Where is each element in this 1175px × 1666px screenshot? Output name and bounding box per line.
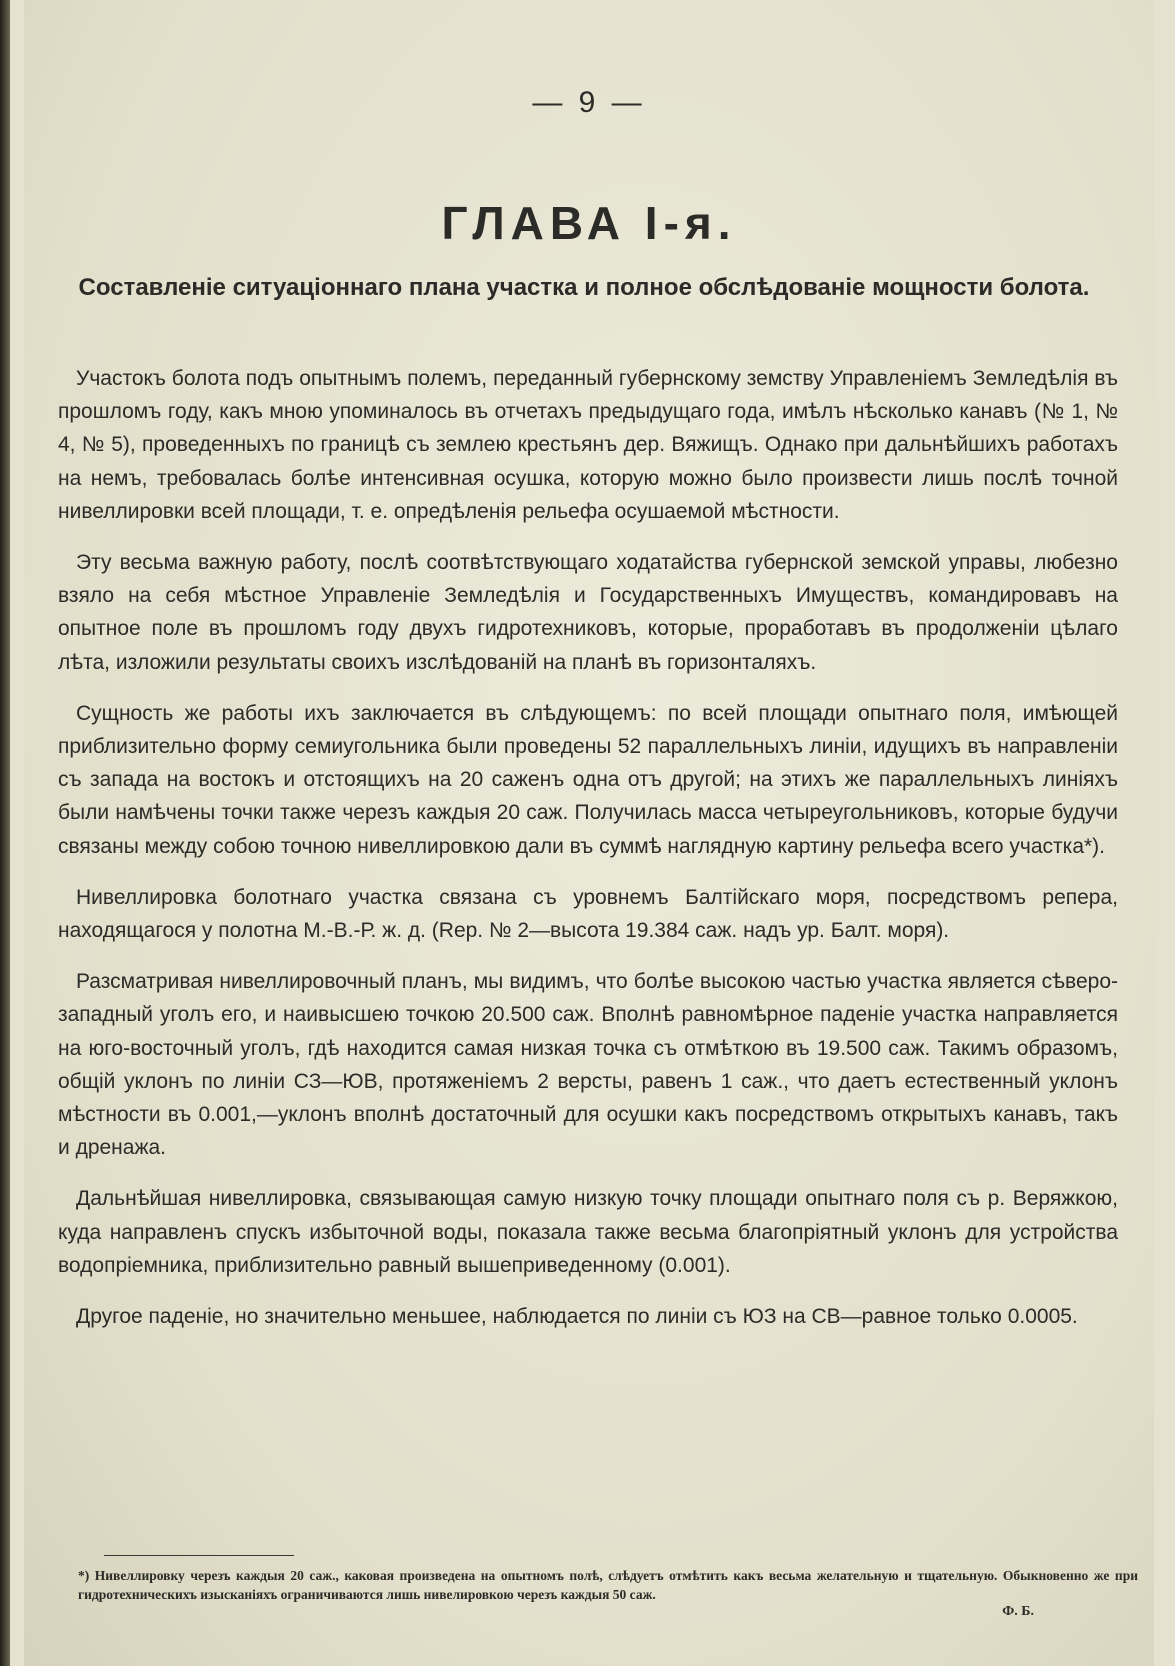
chapter-title: ГЛАВА I-я. — [441, 197, 737, 249]
paragraph-5: Разсматривая нивеллировочный планъ, мы видимъ, что болѣе высокою частью участка является сѣверо-западный уголъ его, и наивысшею точкою 20.500 саж. Вполнѣ равномѣрное паденiе участка направляется на юго-восточный уголъ, гдѣ находится самая низкая точка съ отмѣткою въ 19.500 саж. Такимъ образомъ, общiй уклонъ по линiи СЗ—ЮВ, протяженiемъ 2 версты, равенъ 1 саж., что даетъ естественный уклонъ мѣстности въ 0.001,—уклонъ вполнѣ достаточный для осушки какъ посредствомъ открытыхъ канавъ, такъ и дренажа. — [58, 970, 1118, 1160]
body-text — [58, 362, 1118, 1351]
document-page — [24, 0, 1154, 1666]
paragraph-6: Дальнѣйшая нивеллировка, связывающая самую низкую точку площади опытнаго поля съ р. Веряжкою, куда направленъ спускъ избыточной воды, показала также весьма благопрiятный уклонъ для устройства водопрiемника, приблизительно равный вышеприведенному (0.001). — [58, 1187, 1118, 1277]
paragraph-1: Участокъ болота подъ опытнымъ полемъ, переданный губернскому земству Управленiемъ Земледѣлiя въ прошломъ году, какъ мною упоминалось въ отчетахъ предыдущаго года, имѣлъ нѣсколько канавъ (№ 1, № 4, № 5), проведенныхъ по границѣ съ землею крестьянъ дер. Вяжищъ. Однако при дальнѣйшихъ работахъ на немъ, требовалась болѣе интенсивная осушка, которую можно было произвести лишь послѣ точной нивеллировки всей площади, т. е. опредѣленiя рельефа осушаемой мѣстности. — [58, 367, 1118, 523]
section-heading: Составленiе ситуацiоннаго плана участка и полное обслѣдованiе мощности болота. — [78, 274, 1090, 301]
paragraph-2: Эту весьма важную работу, послѣ соотвѣтствующаго ходатайства губернской земской управы, любезно взяло на себя мѣстное Управленiе Земледѣлiя и Государственныхъ Имуществъ, командировавъ на опытное поле въ прошломъ году двухъ гидротехниковъ, которые, проработавъ въ продолженiи цѣлаго лѣта, изложили результаты своихъ изслѣдованiй на планѣ въ горизонталяхъ. — [58, 551, 1118, 674]
scan-binding-edge — [0, 0, 10, 1666]
footnote-signature: Ф. Б. — [1002, 1604, 1034, 1619]
footnote: *) Нивеллировку черезъ каждыя 20 саж., каковая произведена на опытномъ полѣ, слѣдуетъ отмѣтить какъ весьма желательную и тщательную. Обыкновенно же при гидротехническихъ изысканiяхъ ограничиваются лишь нивелировкою черезъ каждыя 50 саж. — [78, 1568, 1138, 1602]
paragraph-4: Нивеллировка болотнаго участка связана съ уровнемъ Балтiйскаго моря, посредствомъ репера, находящагося у полотна М.-В.-Р. ж. д. (Rep. № 2—высота 19.384 саж. надъ ур. Балт. моря). — [58, 885, 1118, 943]
paragraph-7: Другое паденiе, но значительно меньшее, наблюдается по линiи съ ЮЗ на СВ—равное только 0.0005. — [76, 1305, 1078, 1329]
page-number: — 9 — — [532, 86, 646, 119]
paragraph-3: Сущность же работы ихъ заключается въ слѣдующемъ: по всей площади опытнаго поля, имѣющей приблизительно форму семиугольника были проведены 52 параллельныхъ линiи, идущихъ въ направленiи съ запада на востокъ и отстоящихъ на 20 саженъ одна отъ другой; на этихъ же параллельныхъ линiяхъ были намѣчены точки также черезъ каждыя 20 саж. Получилась масса четыреугольниковъ, которые будучи связаны между собою точною нивеллировкою дали въ суммѣ наглядную картину рельефа всего участка*). — [58, 701, 1118, 858]
footnote-divider — [104, 1555, 294, 1556]
